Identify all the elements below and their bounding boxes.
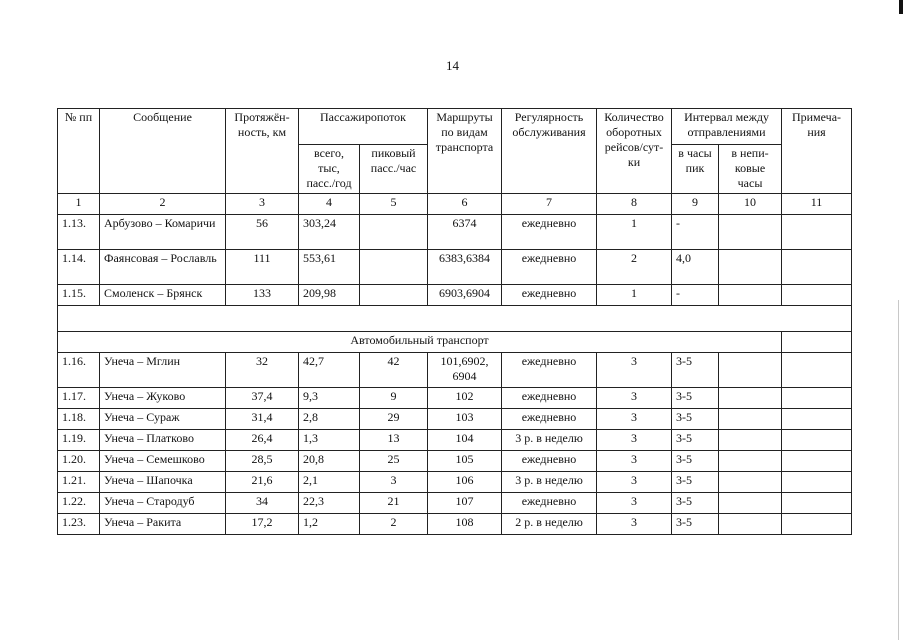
- cell-routes: 108: [428, 514, 502, 535]
- cell-trips: 3: [597, 409, 672, 430]
- column-number: 5: [360, 194, 428, 215]
- cell-routes: 101,6902, 6904: [428, 353, 502, 388]
- cell-total: 2,1: [299, 472, 360, 493]
- cell-trips: 3: [597, 472, 672, 493]
- table-row: [58, 353, 852, 388]
- cell-message: Унеча – Сураж: [100, 409, 226, 430]
- cell-num: 1.14.: [58, 250, 100, 285]
- cell-num: 1.20.: [58, 451, 100, 472]
- cell-interval-offpeak: [719, 493, 782, 514]
- cell-peak: 9: [360, 388, 428, 409]
- cell-interval-offpeak: [719, 285, 782, 306]
- cell-interval-peak: 4,0: [672, 250, 719, 285]
- cell-regularity: 3 р. в неделю: [502, 472, 597, 493]
- section-row: [58, 332, 852, 353]
- header-interval-peak: в часы пик: [672, 145, 719, 194]
- cell-message: Унеча – Семешково: [100, 451, 226, 472]
- table-row: [58, 285, 852, 306]
- column-number: 7: [502, 194, 597, 215]
- header-regularity: Регулярность обслуживания: [502, 109, 597, 194]
- cell-interval-peak: 3-5: [672, 353, 719, 388]
- cell-routes: 107: [428, 493, 502, 514]
- table-row: [58, 451, 852, 472]
- cell-length: 21,6: [226, 472, 299, 493]
- cell-trips: 3: [597, 514, 672, 535]
- cell-notes: [782, 451, 852, 472]
- header-trips: Количество оборотных рейсов/сут-ки: [597, 109, 672, 194]
- cell-trips: 3: [597, 430, 672, 451]
- cell-num: 1.15.: [58, 285, 100, 306]
- cell-regularity: 3 р. в неделю: [502, 430, 597, 451]
- header-num: № пп: [58, 109, 100, 194]
- cell-interval-peak: 3-5: [672, 409, 719, 430]
- cell-length: 133: [226, 285, 299, 306]
- cell-notes: [782, 493, 852, 514]
- cell-length: 28,5: [226, 451, 299, 472]
- page-edge-mark: [899, 0, 903, 14]
- spacer-cell: [58, 306, 852, 332]
- cell-regularity: ежедневно: [502, 215, 597, 250]
- cell-message: Унеча – Шапочка: [100, 472, 226, 493]
- header-routes: Маршруты по видам транспорта: [428, 109, 502, 194]
- cell-interval-offpeak: [719, 388, 782, 409]
- cell-message: Смоленск – Брянск: [100, 285, 226, 306]
- cell-notes: [782, 250, 852, 285]
- column-numbers-row: [58, 194, 852, 215]
- header-message: Сообщение: [100, 109, 226, 194]
- cell-interval-peak: 3-5: [672, 493, 719, 514]
- section-title: Автомобильный транспорт: [58, 332, 782, 353]
- column-number: 1: [58, 194, 100, 215]
- cell-peak: 21: [360, 493, 428, 514]
- cell-peak: [360, 250, 428, 285]
- header-passenger-flow: Пассажиропоток: [299, 109, 428, 145]
- cell-length: 37,4: [226, 388, 299, 409]
- cell-peak: 29: [360, 409, 428, 430]
- cell-notes: [782, 430, 852, 451]
- cell-interval-peak: 3-5: [672, 430, 719, 451]
- scan-edge-line: [898, 300, 899, 640]
- cell-interval-offpeak: [719, 215, 782, 250]
- cell-notes: [782, 388, 852, 409]
- column-number: 11: [782, 194, 852, 215]
- cell-routes: 102: [428, 388, 502, 409]
- cell-total: 42,7: [299, 353, 360, 388]
- cell-notes: [782, 215, 852, 250]
- cell-routes: 103: [428, 409, 502, 430]
- cell-routes: 6383,6384: [428, 250, 502, 285]
- cell-peak: [360, 215, 428, 250]
- cell-total: 303,24: [299, 215, 360, 250]
- column-number: 10: [719, 194, 782, 215]
- column-number: 9: [672, 194, 719, 215]
- column-number: 8: [597, 194, 672, 215]
- cell-interval-offpeak: [719, 430, 782, 451]
- cell-trips: 1: [597, 215, 672, 250]
- cell-length: 17,2: [226, 514, 299, 535]
- cell-trips: 3: [597, 493, 672, 514]
- cell-regularity: 2 р. в неделю: [502, 514, 597, 535]
- cell-regularity: ежедневно: [502, 388, 597, 409]
- cell-total: 209,98: [299, 285, 360, 306]
- cell-trips: 2: [597, 250, 672, 285]
- cell-regularity: ежедневно: [502, 285, 597, 306]
- cell-message: Арбузово – Комаричи: [100, 215, 226, 250]
- column-number: 3: [226, 194, 299, 215]
- header-interval: Интервал между отправлениями: [672, 109, 782, 145]
- cell-total: 2,8: [299, 409, 360, 430]
- cell-message: Унеча – Стародуб: [100, 493, 226, 514]
- cell-trips: 3: [597, 388, 672, 409]
- cell-message: Унеча – Жуково: [100, 388, 226, 409]
- cell-peak: 3: [360, 472, 428, 493]
- cell-num: 1.23.: [58, 514, 100, 535]
- cell-routes: 6374: [428, 215, 502, 250]
- cell-trips: 3: [597, 451, 672, 472]
- cell-message: Унеча – Ракита: [100, 514, 226, 535]
- cell-interval-offpeak: [719, 409, 782, 430]
- cell-routes: 104: [428, 430, 502, 451]
- cell-notes: [782, 472, 852, 493]
- column-number: 2: [100, 194, 226, 215]
- cell-num: 1.13.: [58, 215, 100, 250]
- header-total: всего, тыс, пасс./год: [299, 145, 360, 194]
- cell-peak: 25: [360, 451, 428, 472]
- table-row: [58, 409, 852, 430]
- cell-trips: 3: [597, 353, 672, 388]
- table-row: [58, 215, 852, 250]
- cell-peak: 42: [360, 353, 428, 388]
- cell-length: 31,4: [226, 409, 299, 430]
- cell-num: 1.19.: [58, 430, 100, 451]
- cell-interval-peak: 3-5: [672, 514, 719, 535]
- cell-message: Фаянсовая – Рославль: [100, 250, 226, 285]
- cell-peak: 13: [360, 430, 428, 451]
- header-interval-offpeak: в непи-ковые часы: [719, 145, 782, 194]
- cell-interval-peak: 3-5: [672, 388, 719, 409]
- cell-total: 1,2: [299, 514, 360, 535]
- table-row: [58, 493, 852, 514]
- routes-table: [57, 108, 852, 535]
- cell-length: 34: [226, 493, 299, 514]
- cell-peak: 2: [360, 514, 428, 535]
- cell-interval-peak: -: [672, 285, 719, 306]
- spacer-row: [58, 306, 852, 332]
- cell-interval-offpeak: [719, 250, 782, 285]
- cell-notes: [782, 285, 852, 306]
- cell-routes: 105: [428, 451, 502, 472]
- page-number: 14: [446, 58, 459, 73]
- cell-num: 1.17.: [58, 388, 100, 409]
- cell-num: 1.22.: [58, 493, 100, 514]
- header-length: Протяжён-ность, км: [226, 109, 299, 194]
- cell-message: Унеча – Мглин: [100, 353, 226, 388]
- column-number: 4: [299, 194, 360, 215]
- cell-interval-peak: 3-5: [672, 451, 719, 472]
- header-notes: Примеча-ния: [782, 109, 852, 194]
- cell-length: 26,4: [226, 430, 299, 451]
- table-row: [58, 250, 852, 285]
- section-notes-cell: [782, 332, 852, 353]
- table-row: [58, 472, 852, 493]
- cell-notes: [782, 409, 852, 430]
- cell-length: 56: [226, 215, 299, 250]
- cell-regularity: ежедневно: [502, 493, 597, 514]
- cell-interval-peak: 3-5: [672, 472, 719, 493]
- cell-regularity: ежедневно: [502, 409, 597, 430]
- cell-message: Унеча – Платково: [100, 430, 226, 451]
- cell-total: 9,3: [299, 388, 360, 409]
- header-row: [58, 109, 852, 145]
- cell-interval-offpeak: [719, 353, 782, 388]
- cell-num: 1.18.: [58, 409, 100, 430]
- header-peak: пиковый пасс./час: [360, 145, 428, 194]
- column-number: 6: [428, 194, 502, 215]
- table-row: [58, 514, 852, 535]
- cell-regularity: ежедневно: [502, 451, 597, 472]
- cell-total: 553,61: [299, 250, 360, 285]
- table-row: [58, 388, 852, 409]
- cell-regularity: ежедневно: [502, 250, 597, 285]
- cell-num: 1.16.: [58, 353, 100, 388]
- cell-num: 1.21.: [58, 472, 100, 493]
- cell-length: 32: [226, 353, 299, 388]
- cell-peak: [360, 285, 428, 306]
- cell-notes: [782, 353, 852, 388]
- cell-interval-offpeak: [719, 472, 782, 493]
- cell-routes: 6903,6904: [428, 285, 502, 306]
- cell-interval-peak: -: [672, 215, 719, 250]
- cell-interval-offpeak: [719, 451, 782, 472]
- cell-total: 1,3: [299, 430, 360, 451]
- cell-trips: 1: [597, 285, 672, 306]
- table-row: [58, 430, 852, 451]
- cell-routes: 106: [428, 472, 502, 493]
- cell-total: 22,3: [299, 493, 360, 514]
- cell-total: 20,8: [299, 451, 360, 472]
- cell-length: 111: [226, 250, 299, 285]
- cell-interval-offpeak: [719, 514, 782, 535]
- cell-notes: [782, 514, 852, 535]
- cell-regularity: ежедневно: [502, 353, 597, 388]
